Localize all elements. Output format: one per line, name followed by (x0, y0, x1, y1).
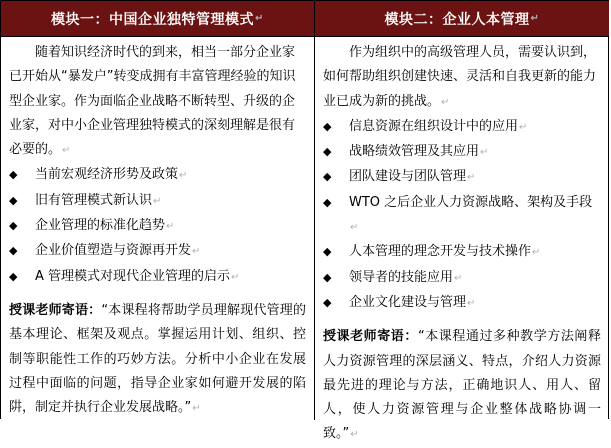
module-one-body (1, 37, 314, 421)
diamond-bullet-icon: ◆ (9, 193, 18, 207)
diamond-bullet-icon: ◆ (323, 245, 332, 259)
list-item: ◆ A 管理模式对现代企业管理的启示↵ (9, 265, 306, 290)
module-two-title: 模块二：企业人本管理 (384, 11, 530, 28)
list-item: ◆ WTO 之后企业人力资源战略、架构及手段↵ (323, 191, 601, 241)
list-item: ◆ 人本管理的理念开发与技术操作↵ (323, 240, 601, 265)
module-two-intro: 作为组织中的高级管理人员，需要认识到，如何帮助组织创建快速、灵活和自我更新的能力业已成为新的挑战。↵ (323, 45, 597, 109)
list-item: ◆ 团队建设与团队管理↵ (323, 165, 601, 190)
teacher-message-label: 授课老师寄语： (9, 302, 102, 318)
list-item: ◆ 当前宏观经济形势及政策↵ (9, 163, 306, 188)
paragraph-mark-icon: ↵ (255, 13, 264, 24)
paragraph-mark-icon: ↵ (530, 13, 540, 24)
module-one-intro: 随着知识经济时代的到来，相当一部分企业家已开始从“暴发户”转变成拥有丰富管理经验的知识型企业家。作为面临企业战略不断转型、升级的企业家，对中小企业管理独特模式的深刻理解是很有必要的。↵ (9, 45, 296, 158)
list-item: ◆ 企业管理的标准化趋势↵ (9, 214, 306, 239)
diamond-bullet-icon: ◆ (9, 244, 18, 258)
module-two-header (315, 1, 609, 37)
diamond-bullet-icon: ◆ (9, 269, 18, 283)
module-two-column (315, 1, 609, 442)
module-one-title: 模块一：中国企业独特管理模式 (51, 11, 255, 28)
diamond-bullet-icon: ◆ (9, 168, 18, 182)
list-item: ◆ 旧有管理模式新认识↵ (9, 189, 306, 214)
teacher-message-label: 授课老师寄语： (323, 329, 418, 345)
module-two-body (315, 37, 609, 448)
list-item: ◆ 战略绩效管理及其应用↵ (323, 140, 601, 165)
list-item: ◆ 领导者的技能应用↵ (323, 266, 601, 291)
diamond-bullet-icon: ◆ (323, 170, 332, 184)
list-item: ◆ 企业文化建设与管理↵ (323, 291, 601, 316)
diamond-bullet-icon: ◆ (9, 219, 18, 233)
module-one-teacher-message: 授课老师寄语：“本课程将帮助学员理解现代管理的基本理论、框架及观点。掌握运用计划、组织、控制等职能性工作的巧妙方法。分析中小企业在发展过程中面临的问题，指导企业家如何避开发展的陷阱，制定并执行企业发展战略。”↵ (9, 302, 306, 416)
module-one-column (1, 1, 315, 420)
diamond-bullet-icon: ◆ (323, 119, 332, 133)
diamond-bullet-icon: ◆ (323, 295, 332, 309)
module-two-topic-list (323, 115, 601, 316)
module-two-teacher-message: 授课老师寄语：“本课程通过多种教学方法阐释人力资源管理的深层涵义、特点，介绍人力资源最先进的理论与方法，正确地识人、用人、留人，使人力资源管理与企业整体战略协调一致。”↵ (323, 329, 601, 442)
diamond-bullet-icon: ◆ (323, 145, 332, 159)
diamond-bullet-icon: ◆ (323, 195, 332, 209)
module-one-header (1, 1, 314, 37)
list-item: ◆ 企业价值塑造与资源再开发↵ (9, 239, 306, 264)
module-one-topic-list (9, 163, 306, 289)
list-item: ◆ 信息资源在组织设计中的应用↵ (323, 115, 601, 140)
diamond-bullet-icon: ◆ (323, 270, 332, 284)
